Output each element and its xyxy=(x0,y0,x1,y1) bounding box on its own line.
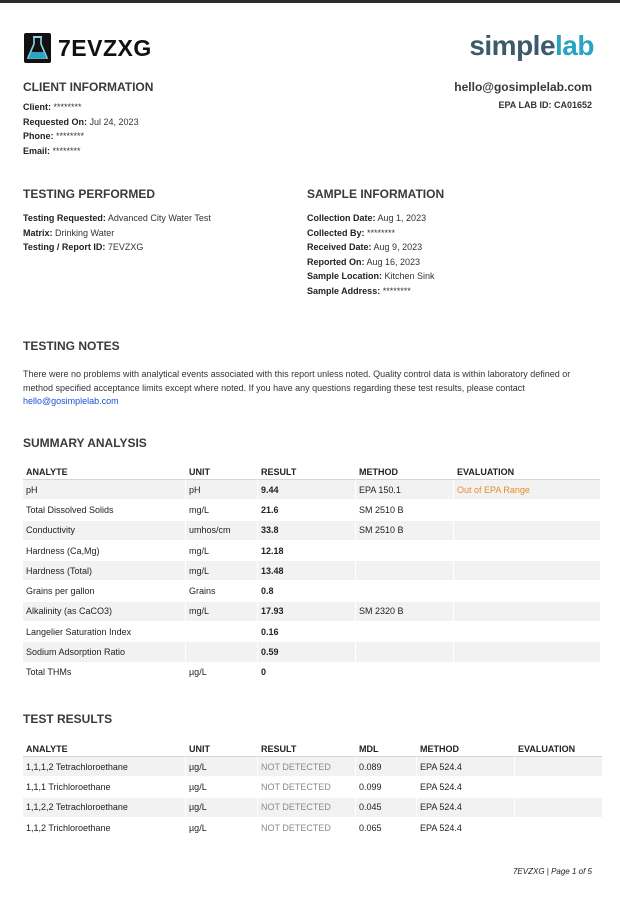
cell-result: NOT DETECTED xyxy=(257,777,355,797)
cell-result: NOT DETECTED xyxy=(257,757,355,777)
column-header: UNIT xyxy=(185,464,257,480)
cell-analyte: Hardness (Total) xyxy=(23,561,185,581)
table-row xyxy=(23,521,600,541)
cell-mdl: 0.065 xyxy=(355,818,416,838)
cell-result: 0 xyxy=(257,663,355,683)
matrix-field: Matrix: Drinking Water xyxy=(23,227,115,238)
cell-mdl: 0.045 xyxy=(355,798,416,818)
cell-evaluation xyxy=(453,602,600,622)
cell-unit: mg/L xyxy=(185,561,257,581)
cell-analyte: 1,1,1 Trichloroethane xyxy=(23,777,185,797)
cell-result: 12.18 xyxy=(257,541,355,561)
cell-analyte: Alkalinity (as CaCO3) xyxy=(23,602,185,622)
cell-evaluation xyxy=(453,663,600,683)
sample-info-title: SAMPLE INFORMATION xyxy=(307,187,445,201)
cell-result: NOT DETECTED xyxy=(257,818,355,838)
client-field: Client: ******** xyxy=(23,102,82,112)
summary-table xyxy=(23,464,600,683)
brand-part1: simple xyxy=(469,30,556,61)
cell-unit xyxy=(185,622,257,642)
report-code: 7EVZXG xyxy=(58,35,152,61)
cell-method xyxy=(355,663,453,683)
table-row xyxy=(23,500,600,520)
column-header: RESULT xyxy=(257,741,355,757)
cell-unit: mg/L xyxy=(185,500,257,520)
cell-method: SM 2510 B xyxy=(355,500,453,520)
table-row xyxy=(23,581,600,601)
cell-unit: µg/L xyxy=(185,818,257,838)
summary-analysis-title: SUMMARY ANALYSIS xyxy=(23,436,147,450)
testing-notes-title: TESTING NOTES xyxy=(23,339,120,353)
table-row xyxy=(23,480,600,500)
cell-unit: µg/L xyxy=(185,777,257,797)
column-header: METHOD xyxy=(416,741,514,757)
cell-mdl: 0.099 xyxy=(355,777,416,797)
simplelab-logo xyxy=(469,30,594,62)
cell-result: 21.6 xyxy=(257,500,355,520)
cell-result: 0.59 xyxy=(257,642,355,662)
cell-evaluation xyxy=(514,798,602,818)
cell-unit: umhos/cm xyxy=(185,521,257,541)
cell-unit xyxy=(185,642,257,662)
cell-unit: mg/L xyxy=(185,602,257,622)
top-border xyxy=(0,0,620,3)
cell-analyte: Conductivity xyxy=(23,521,185,541)
column-header: EVALUATION xyxy=(453,464,600,480)
testing-performed-fields xyxy=(23,211,211,255)
cell-result: 13.48 xyxy=(257,561,355,581)
cell-method xyxy=(355,622,453,642)
cell-result: 17.93 xyxy=(257,602,355,622)
column-header: EVALUATION xyxy=(514,741,602,757)
cell-result: NOT DETECTED xyxy=(257,798,355,818)
table-row xyxy=(23,622,600,642)
cell-unit: µg/L xyxy=(185,798,257,818)
cell-analyte: 1,1,2 Trichloroethane xyxy=(23,818,185,838)
column-header: UNIT xyxy=(185,741,257,757)
epa-lab-id: EPA LAB ID: CA01652 xyxy=(498,100,592,110)
cell-method xyxy=(355,541,453,561)
cell-evaluation xyxy=(453,561,600,581)
table-row xyxy=(23,798,602,818)
cell-analyte: Langelier Saturation Index xyxy=(23,622,185,642)
email-field: Email: ******** xyxy=(23,145,81,156)
phone-field: Phone: ******** xyxy=(23,131,85,141)
cell-unit: Grains xyxy=(185,581,257,601)
cell-result: 9.44 xyxy=(257,480,355,500)
cell-evaluation xyxy=(453,521,600,541)
cell-method xyxy=(355,561,453,581)
table-row xyxy=(23,777,602,797)
cell-analyte: 1,1,2,2 Tetrachloroethane xyxy=(23,798,185,818)
cell-method: EPA 524.4 xyxy=(416,818,514,838)
table-row xyxy=(23,602,600,622)
sample-address-field: Sample Address: ******** xyxy=(307,285,411,296)
table-row xyxy=(23,561,600,581)
cell-evaluation: Out of EPA Range xyxy=(453,480,600,500)
cell-unit: pH xyxy=(185,480,257,500)
cell-result: 0.16 xyxy=(257,622,355,642)
test-results-title: TEST RESULTS xyxy=(23,712,113,726)
cell-mdl: 0.089 xyxy=(355,757,416,777)
cell-evaluation xyxy=(514,818,602,838)
flask-icon xyxy=(24,33,51,63)
cell-unit: mg/L xyxy=(185,541,257,561)
table-row xyxy=(23,818,602,838)
table-row xyxy=(23,642,600,662)
cell-method xyxy=(355,581,453,601)
report-header xyxy=(24,30,594,70)
cell-method xyxy=(355,642,453,662)
column-header: MDL xyxy=(355,741,416,757)
cell-analyte: 1,1,1,2 Tetrachloroethane xyxy=(23,757,185,777)
column-header: ANALYTE xyxy=(23,741,185,757)
cell-method: EPA 524.4 xyxy=(416,757,514,777)
column-header: ANALYTE xyxy=(23,464,185,480)
cell-evaluation xyxy=(453,642,600,662)
cell-evaluation xyxy=(453,622,600,642)
cell-unit: µg/L xyxy=(185,663,257,683)
report-id-field: Testing / Report ID: 7EVZXG xyxy=(23,242,144,252)
cell-evaluation xyxy=(514,777,602,797)
cell-analyte: pH xyxy=(23,480,185,500)
page-footer: 7EVZXG | Page 1 of 5 xyxy=(512,867,592,876)
received-date-field: Received Date: Aug 9, 2023 xyxy=(307,242,423,252)
cell-analyte: Grains per gallon xyxy=(23,581,185,601)
client-info-fields xyxy=(23,100,139,158)
table-row xyxy=(23,757,602,777)
client-info-title: CLIENT INFORMATION xyxy=(23,80,154,94)
requested-on-field: Requested On: Jul 24, 2023 xyxy=(23,116,139,127)
cell-method: EPA 524.4 xyxy=(416,777,514,797)
cell-analyte: Sodium Adsorption Ratio xyxy=(23,642,185,662)
cell-method: EPA 524.4 xyxy=(416,798,514,818)
cell-method: SM 2510 B xyxy=(355,521,453,541)
cell-evaluation xyxy=(453,581,600,601)
collection-date-field: Collection Date: Aug 1, 2023 xyxy=(307,213,427,223)
cell-analyte: Total Dissolved Solids xyxy=(23,500,185,520)
cell-result: 0.8 xyxy=(257,581,355,601)
summary-header-row xyxy=(23,464,600,480)
column-header: METHOD xyxy=(355,464,453,480)
test-results-table xyxy=(23,741,602,838)
cell-unit: µg/L xyxy=(185,757,257,777)
cell-evaluation xyxy=(514,757,602,777)
cell-method: EPA 150.1 xyxy=(355,480,453,500)
sample-info-fields xyxy=(307,211,435,298)
brand-part2: lab xyxy=(555,30,594,61)
testing-performed-title: TESTING PERFORMED xyxy=(23,187,156,201)
table-row xyxy=(23,663,600,683)
cell-analyte: Hardness (Ca,Mg) xyxy=(23,541,185,561)
cell-evaluation xyxy=(453,500,600,520)
cell-analyte: Total THMs xyxy=(23,663,185,683)
cell-evaluation xyxy=(453,541,600,561)
reported-on-field: Reported On: Aug 16, 2023 xyxy=(307,256,421,267)
contact-link[interactable]: hello@gosimplelab.com xyxy=(23,396,119,406)
testing-requested-field: Testing Requested: Advanced City Water Test xyxy=(23,213,211,223)
results-header-row xyxy=(23,741,602,757)
column-header: RESULT xyxy=(257,464,355,480)
table-row xyxy=(23,541,600,561)
contact-email[interactable]: hello@gosimplelab.com xyxy=(454,80,592,94)
lab-contact xyxy=(454,80,592,110)
cell-method: SM 2320 B xyxy=(355,602,453,622)
cell-result: 33.8 xyxy=(257,521,355,541)
sample-location-field: Sample Location: Kitchen Sink xyxy=(307,271,435,281)
collected-by-field: Collected By: ******** xyxy=(307,227,396,238)
testing-notes-text: There were no problems with analytical events associated with this report unless noted. Quality control data is within laboratory defined or method specified acceptance limits except where noted. If you have any questions regarding these test results, please contact hello@gosimplelab.com xyxy=(23,369,571,406)
